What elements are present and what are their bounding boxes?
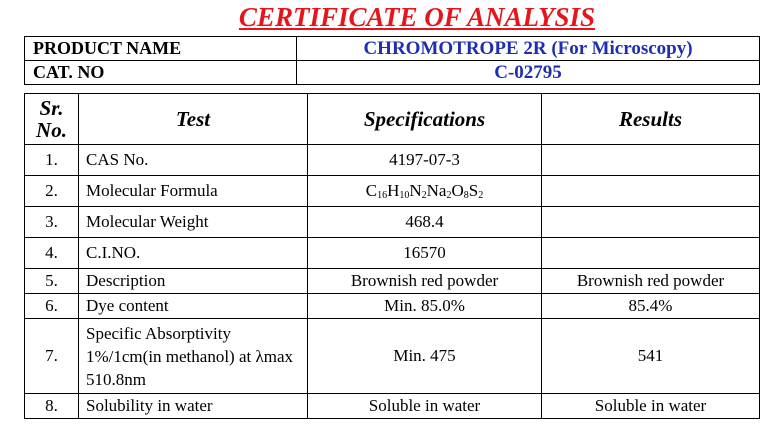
row-result (542, 207, 760, 238)
row-number: 6. (25, 294, 79, 319)
row-spec: 4197-07-3 (308, 145, 542, 176)
row-test: Molecular Weight (79, 207, 308, 238)
row-spec: 468.4 (308, 207, 542, 238)
row-test: Solubility in water (79, 394, 308, 419)
row-spec: Min. 475 (308, 319, 542, 394)
analysis-header-row (25, 94, 760, 145)
row-result: 541 (542, 319, 760, 394)
cat-no-row (25, 61, 760, 85)
row-number: 5. (25, 269, 79, 294)
table-row (25, 319, 760, 394)
table-row (25, 145, 760, 176)
row-number: 2. (25, 176, 79, 207)
row-number: 3. (25, 207, 79, 238)
table-row (25, 394, 760, 419)
row-test: Molecular Formula (79, 176, 308, 207)
table-row (25, 269, 760, 294)
table-row (25, 238, 760, 269)
row-result (542, 145, 760, 176)
row-test: CAS No. (79, 145, 308, 176)
row-spec: Min. 85.0% (308, 294, 542, 319)
row-result: Soluble in water (542, 394, 760, 419)
product-name-value: CHROMOTROPE 2R (For Microscopy) (297, 37, 760, 61)
row-number: 7. (25, 319, 79, 394)
product-info-table (24, 36, 760, 85)
col-header-test: Test (79, 94, 308, 145)
row-test: Description (79, 269, 308, 294)
col-header-sr-no: Sr. No. (25, 94, 79, 145)
row-result: Brownish red powder (542, 269, 760, 294)
product-name-row (25, 37, 760, 61)
row-test: Dye content (79, 294, 308, 319)
row-spec: Soluble in water (308, 394, 542, 419)
row-number: 1. (25, 145, 79, 176)
row-spec-formula: $C_{16}H_{10}N_2Na_2O_8S_2$ (308, 176, 542, 207)
table-row (25, 294, 760, 319)
table-row (25, 176, 760, 207)
row-number: 8. (25, 394, 79, 419)
row-result (542, 238, 760, 269)
document-title: CERTIFICATE OF ANALYSIS (238, 2, 596, 32)
product-name-label: PRODUCT NAME (25, 37, 297, 61)
analysis-table (24, 93, 760, 419)
row-number: 4. (25, 238, 79, 269)
row-test: Specific Absorptivity 1%/1cm(in methanol) at λmax 510.8nm (79, 319, 308, 394)
row-spec: Brownish red powder (308, 269, 542, 294)
row-result: 85.4% (542, 294, 760, 319)
row-spec: 16570 (308, 238, 542, 269)
row-test: C.I.NO. (79, 238, 308, 269)
cat-no-label: CAT. NO (25, 61, 297, 85)
col-header-results: Results (542, 94, 760, 145)
col-header-specifications: Specifications (308, 94, 542, 145)
table-row (25, 207, 760, 238)
cat-no-value: C-02795 (297, 61, 760, 85)
row-result (542, 176, 760, 207)
